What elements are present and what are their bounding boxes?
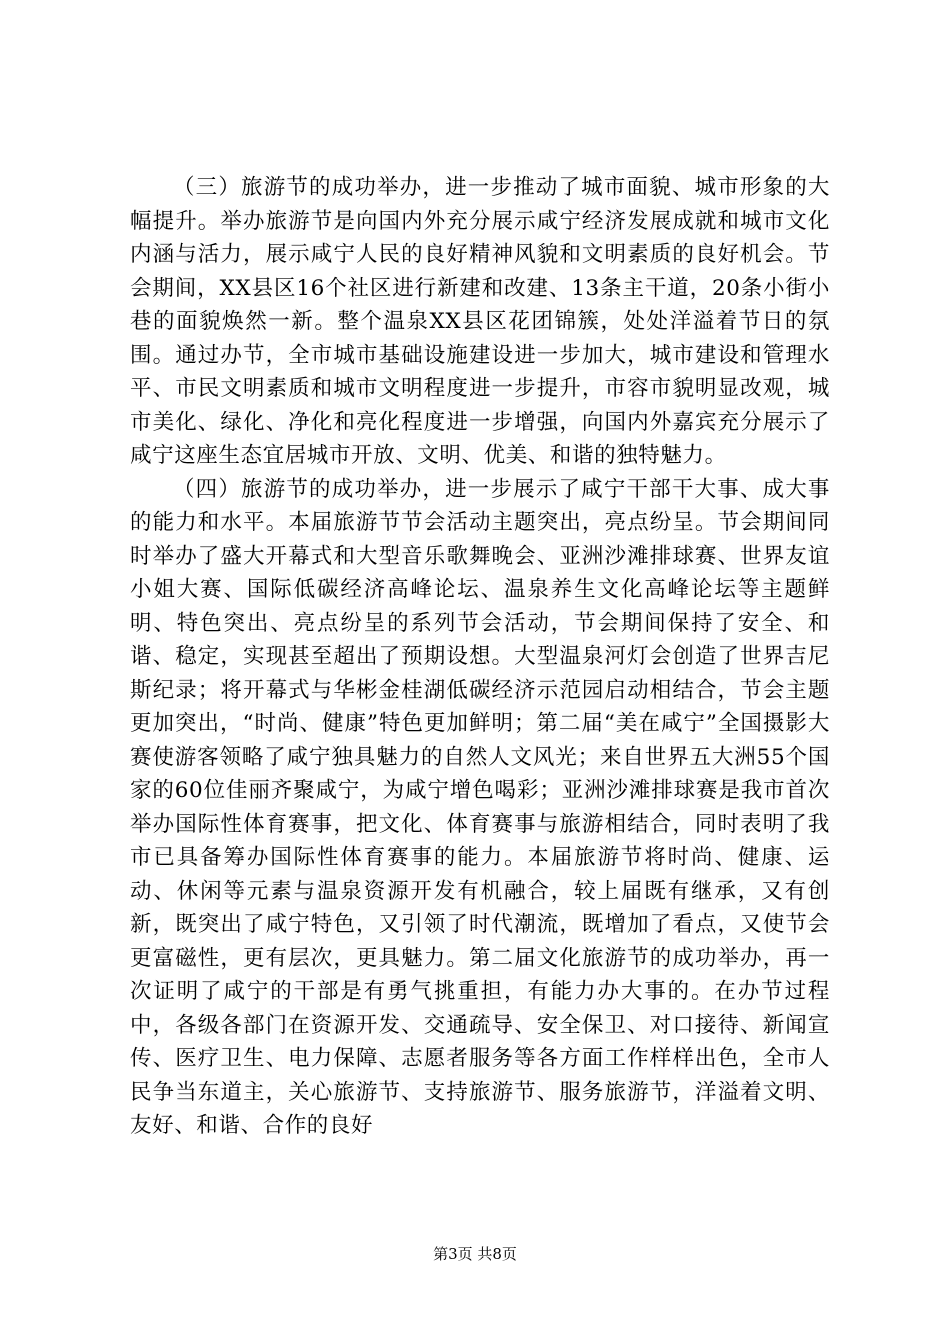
paragraph-section-four: （四）旅游节的成功举办，进一步展示了咸宁干部干大事、成大事的能力和水平。本届旅游节节会活动主题突出，亮点纷呈。节会期间同时举办了盛大开幕式和大型音乐歌舞晚会、亚洲沙滩排球赛、世界友谊小姐大赛、国际低碳经济高峰论坛、温泉养生文化高峰论坛等主题鲜明、特色突出、亮点纷呈的系列节会活动，节会期间保持了安全、和谐、稳定，实现甚至超出了预期设想。大型温泉河灯会创造了世界吉尼斯纪录；将开幕式与华彬金桂湖低碳经济示范园启动相结合，节会主题更加突出，“时尚、健康”特色更加鲜明；第二届“美在咸宁”全国摄影大赛使游客领略了咸宁独具魅力的自然人文风光；来自世界五大洲55个国家的60位佳丽齐聚咸宁，为咸宁增色喝彩；亚洲沙滩排球赛是我市首次举办国际性体育赛事，把文化、体育赛事与旅游相结合，同时表明了我市已具备筹办国际性体育赛事的能力。本届旅游节将时尚、健康、运动、休闲等元素与温泉资源开发有机融合，较上届既有继承，又有创新，既突出了咸宁特色，又引领了时代潮流，既增加了看点，又使节会更富磁性，更有层次，更具魅力。第二届文化旅游节的成功举办，再一次证明了咸宁的干部是有勇气挑重担，有能力办大事的。在办节过程中，各级各部门在资源开发、交通疏导、安全保卫、对口接待、新闻宣传、医疗卫生、电力保障、志愿者服务等各方面工作样样出色，全市人民争当东道主，关心旅游节、支持旅游节、服务旅游节，洋溢着文明、友好、和谐、合作的良好 [130,476,830,1138]
page-number-footer: 第3页 共8页 [433,1245,517,1263]
document-body [130,171,830,1143]
paragraph-section-three: （三）旅游节的成功举办，进一步推动了城市面貌、城市形象的大幅提升。举办旅游节是向国内外充分展示咸宁经济发展成就和城市文化内涵与活力，展示咸宁人民的良好精神风貌和文明素质的良好机会。节会期间，XX县区16个社区进行新建和改建、13条主干道，20条小街小巷的面貌焕然一新。整个温泉XX县区花团锦簇，处处洋溢着节日的氛围。通过办节，全市城市基础设施建设进一步加大，城市建设和管理水平、市民文明素质和城市文明程度进一步提升，市容市貌明显改观，城市美化、绿化、净化和亮化程度进一步增强，向国内外嘉宾充分展示了咸宁这座生态宜居城市开放、文明、优美、和谐的独特魅力。 [130,175,830,468]
